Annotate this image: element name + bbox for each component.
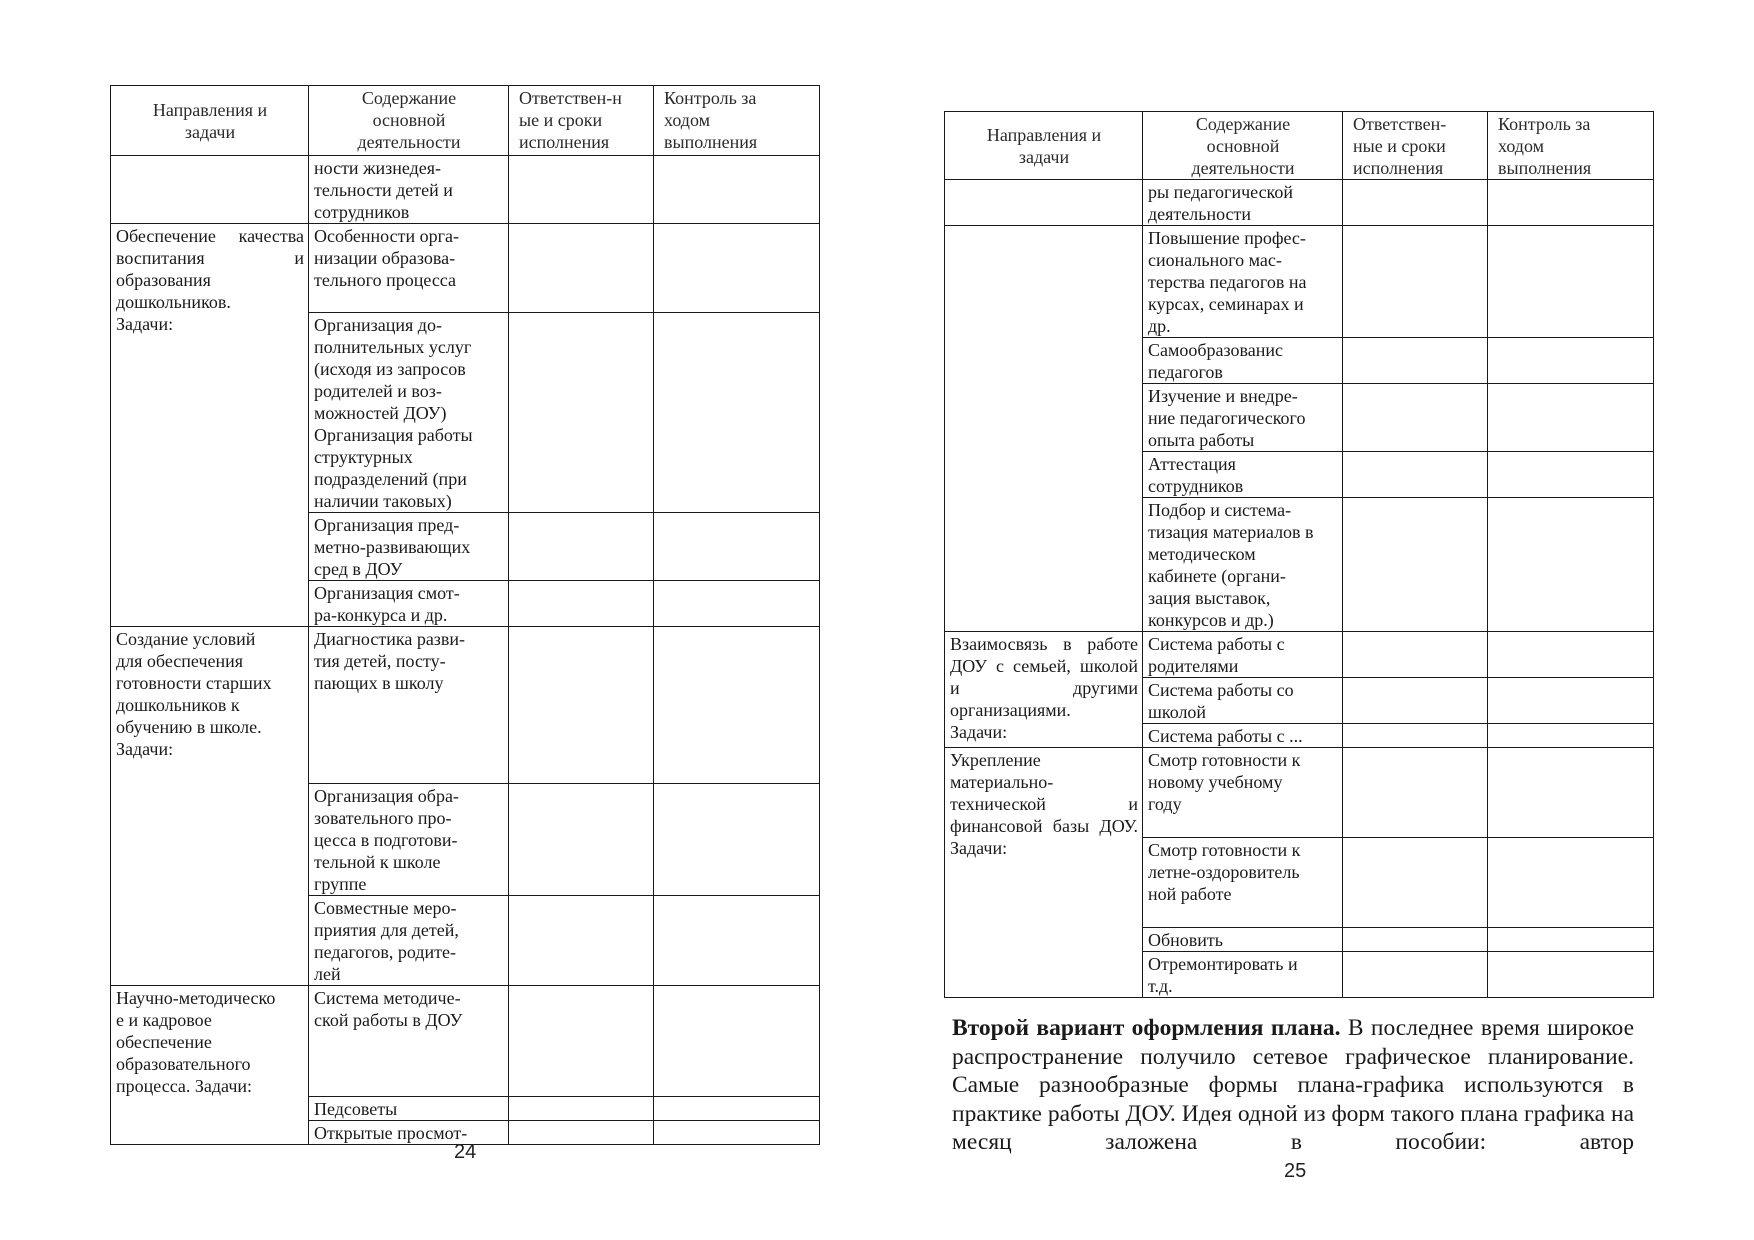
activity-cell: Организация смот- ра-конкурса и др. [309,581,509,627]
control-cell [654,581,820,627]
plan-table-left [110,85,820,1145]
plan-table-right [944,111,1654,998]
responsible-cell [1343,724,1488,748]
control-cell [1488,452,1654,498]
responsible-cell [1343,498,1488,632]
activity-cell: Смотр готовности к новому учебному году [1143,748,1343,838]
responsible-cell [1343,452,1488,498]
responsible-cell [1343,678,1488,724]
responsible-cell [1343,838,1488,928]
responsible-cell [509,784,654,896]
responsible-cell [1343,226,1488,338]
control-cell [1488,632,1654,678]
direction-cell: Укрепление материально-технической и финансовой базы ДОУ. Задачи: [945,748,1143,998]
activity-cell: ности жизнедея- тельности детей и сотрудников [309,156,509,224]
activity-cell: Система работы с ... [1143,724,1343,748]
responsible-cell [509,896,654,986]
paragraph-text: В последнее время широкое распространение получило сетевое графическое планирование. Самые разнообразные формы плана-графика используются в практике работы ДОУ. Идея одной из форм такого плана графика на месяц заложена в пособии: автор [952,1015,1634,1155]
responsible-cell [509,313,654,513]
right-page [944,111,1654,998]
header-content: Содержание основной деятельности [309,86,509,156]
responsible-cell [1343,180,1488,226]
left-page [110,85,820,1145]
activity-cell: Организация до- полнительных услуг (исходя из запросов родителей и воз- можностей ДОУ) Организация работы структурных подразделений (при наличии таковых) [309,313,509,513]
activity-cell: Повышение профес- сионального мас- терства педагогов на курсах, семинарах и др. [1143,226,1343,338]
control-cell [654,784,820,896]
control-cell [1488,226,1654,338]
control-cell [1488,678,1654,724]
direction-cell [945,226,1143,632]
control-cell [654,1097,820,1121]
body-paragraph [952,1014,1634,1157]
control-cell [654,224,820,313]
control-cell [1488,338,1654,384]
direction-cell: Научно-методическо е и кадровое обеспечение образовательного процесса. Задачи: [111,986,309,1145]
control-cell [1488,724,1654,748]
header-responsible: Ответствен- ные и сроки исполнения [1343,112,1488,180]
responsible-cell [1343,928,1488,952]
control-cell [1488,384,1654,452]
responsible-cell [509,513,654,581]
responsible-cell [509,1121,654,1145]
control-cell [1488,928,1654,952]
activity-cell: Особенности орга- низации образова- тельного процесса [309,224,509,313]
page-number-right: 25 [1284,1160,1307,1182]
control-cell [1488,952,1654,998]
direction-cell: Взаимосвязь в работе ДОУ с семьей, школой и другими организациями. Задачи: [945,632,1143,748]
activity-cell: Изучение и внедре- ние педагогического опыта работы [1143,384,1343,452]
control-cell [654,986,820,1097]
activity-cell: Смотр готовности к летне-оздоровитель ной работе [1143,838,1343,928]
control-cell [654,513,820,581]
responsible-cell [1343,632,1488,678]
activity-cell: Диагностика разви- тия детей, посту- пающих в школу [309,627,509,784]
control-cell [654,156,820,224]
header-content: Содержание основной деятельности [1143,112,1343,180]
header-control: Контроль за ходом выполнения [654,86,820,156]
activity-cell: Открытые просмот- [309,1121,509,1145]
control-cell [1488,180,1654,226]
control-cell [1488,748,1654,838]
responsible-cell [1343,338,1488,384]
activity-cell: Подбор и система- тизация материалов в методическом кабинете (органи- зация выставок, конкурсов и др.) [1143,498,1343,632]
activity-cell: Система работы с родителями [1143,632,1343,678]
header-responsible: Ответствен-н ые и сроки исполнения [509,86,654,156]
activity-cell: Организация обра- зовательного про- цесса в подготови- тельной к школе группе [309,784,509,896]
responsible-cell [509,1097,654,1121]
activity-cell: Обновить [1143,928,1343,952]
direction-cell: Создание условий для обеспечения готовности старших дошкольников к обучению в школе. Задачи: [111,627,309,986]
page-number-left: 24 [454,1141,477,1163]
activity-cell: Организация пред- метно-развивающих сред в ДОУ [309,513,509,581]
header-directions: Направления и задачи [111,86,309,156]
direction-cell [945,180,1143,226]
header-control: Контроль за ходом выполнения [1488,112,1654,180]
responsible-cell [1343,952,1488,998]
activity-cell: Совместные меро- приятия для детей, педагогов, родите- лей [309,896,509,986]
activity-cell: Самообразованис педагогов [1143,338,1343,384]
activity-cell: Педсоветы [309,1097,509,1121]
control-cell [654,313,820,513]
direction-cell: Обеспечение качества воспитания и образования дошкольников. Задачи: [111,224,309,627]
activity-cell: ры педагогической деятельности [1143,180,1343,226]
activity-cell: Аттестация сотрудников [1143,452,1343,498]
responsible-cell [1343,748,1488,838]
header-directions: Направления и задачи [945,112,1143,180]
responsible-cell [509,627,654,784]
activity-cell: Отремонтировать и т.д. [1143,952,1343,998]
direction-cell [111,156,309,224]
control-cell [654,1121,820,1145]
responsible-cell [509,224,654,313]
activity-cell: Система работы со школой [1143,678,1343,724]
responsible-cell [1343,384,1488,452]
responsible-cell [509,581,654,627]
control-cell [1488,838,1654,928]
control-cell [654,896,820,986]
control-cell [1488,498,1654,632]
control-cell [654,627,820,784]
responsible-cell [509,986,654,1097]
responsible-cell [509,156,654,224]
paragraph-heading: Второй вариант оформления плана. [952,1015,1341,1041]
activity-cell: Система методиче- ской работы в ДОУ [309,986,509,1097]
